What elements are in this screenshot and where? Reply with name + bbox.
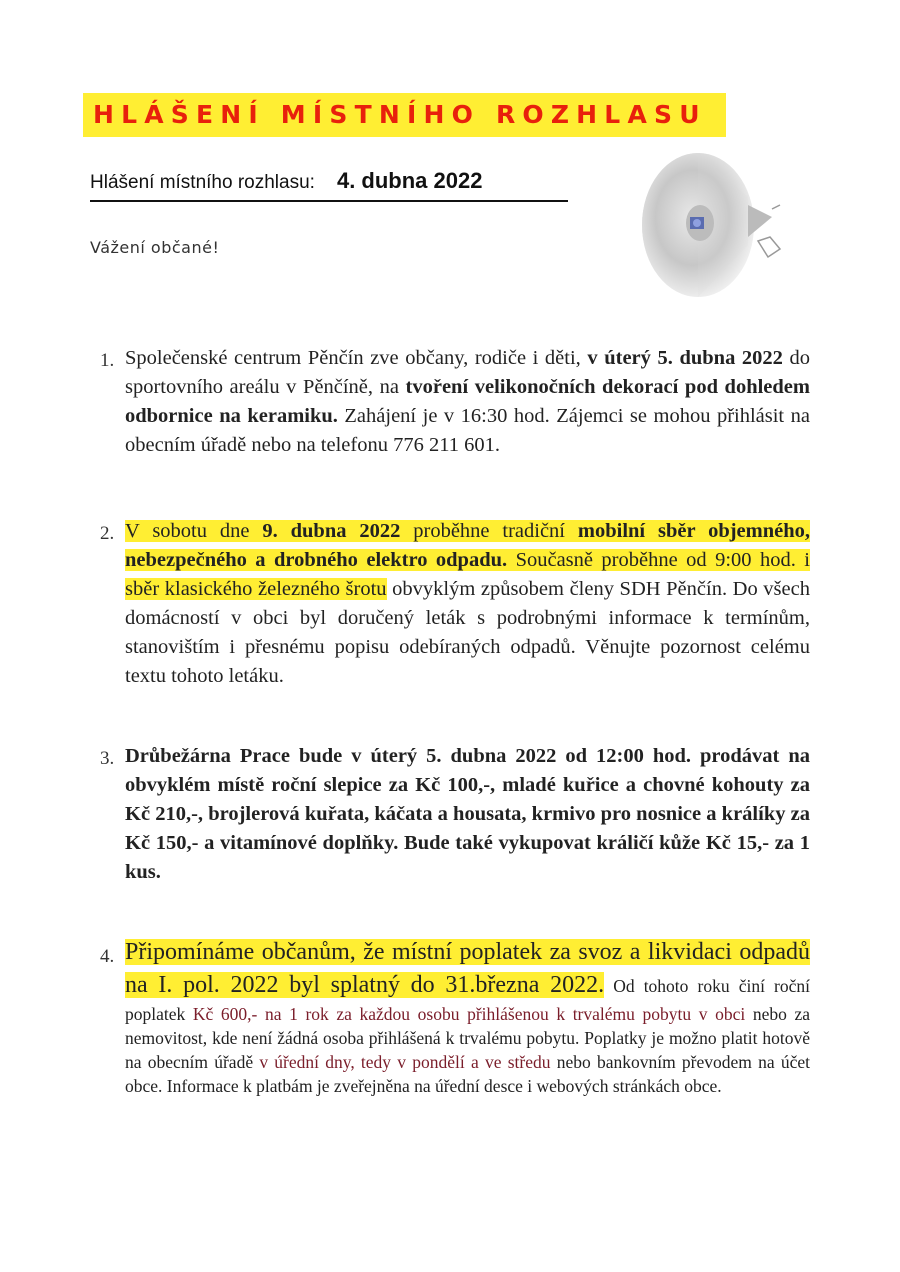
item-text: Společenské centrum Pěnčín zve občany, rodiče i děti, v úterý 5. dubna 2022 do sportovního areálu v Pěnčíně, na tvoření velikonočních dekorací pod dohledem odbornice na keramiku. Zahájení je v 16:30 hod. Zájemci se mohou přihlásit na obecním úřadě nebo na telefonu 776 211 601.: [125, 347, 811, 456]
announcement-date-line: [90, 168, 568, 202]
announcement-date: 4. dubna 2022: [336, 168, 483, 193]
item-text: V sobotu dne 9. dubna 2022 proběhne tradiční mobilní sběr objemného, nebezpečného a drobného elektro odpadu. Současně proběhne od 9:00 hod. i sběr klasického železného šrotu obvyklým způsobem členy SDH Pěnčín. Do všech domácností v obci byl doručený leták s podrobnými informace k termínům, stanovištím i přesnému popisu odebíraných odpadů. Věnujte pozornost celému textu tohoto letáku.: [125, 520, 811, 687]
loudspeaker-icon: [640, 145, 810, 315]
greeting: Vážení občané!: [90, 238, 220, 257]
list-item: [100, 936, 810, 1098]
page-title: HLÁŠENÍ MÍSTNÍHO ROZHLASU: [83, 93, 726, 137]
subtitle-label: Hlášení místního rozhlasu:: [90, 172, 315, 193]
list-item: [100, 344, 810, 460]
item-number: 3.: [100, 748, 115, 769]
item-text: Drůbežárna Prace bude v úterý 5. dubna 2022 od 12:00 hod. prodávat na obvyklém místě roční slepice za Kč 100,-, mladé kuřice a chovné kohouty za Kč 210,-, brojlerová kuřata, káčata a housata, krmivo pro nosnice a králíky za Kč 150,- a vitamínové doplňky. Bude také vykupovat králičí kůže Kč 15,- za 1 kus.: [125, 745, 810, 883]
list-item: [100, 742, 810, 887]
item-number: 2.: [100, 523, 115, 544]
item-number: 1.: [100, 350, 115, 371]
item-number: 4.: [100, 946, 115, 967]
list-item: [100, 517, 810, 691]
item-text: Připomínáme občanům, že místní poplatek za svoz a likvidaci odpadů na I. pol. 2022 byl splatný do 31.března 2022. Od tohoto roku činí roční poplatek Kč 600,- na 1 rok za každou osobu přihlášenou k trvalému pobytu v obci nebo za nemovitost, kde není žádná osoba přihlášená k trvalému pobytu. Poplatky je možno platit hotově na obecním úřadě v úřední dny, tedy v pondělí a ve středu nebo bankovním převodem na účet obce. Informace k platbám je zveřejněna na úřední desce i webových stránkách obce.: [125, 939, 810, 1096]
